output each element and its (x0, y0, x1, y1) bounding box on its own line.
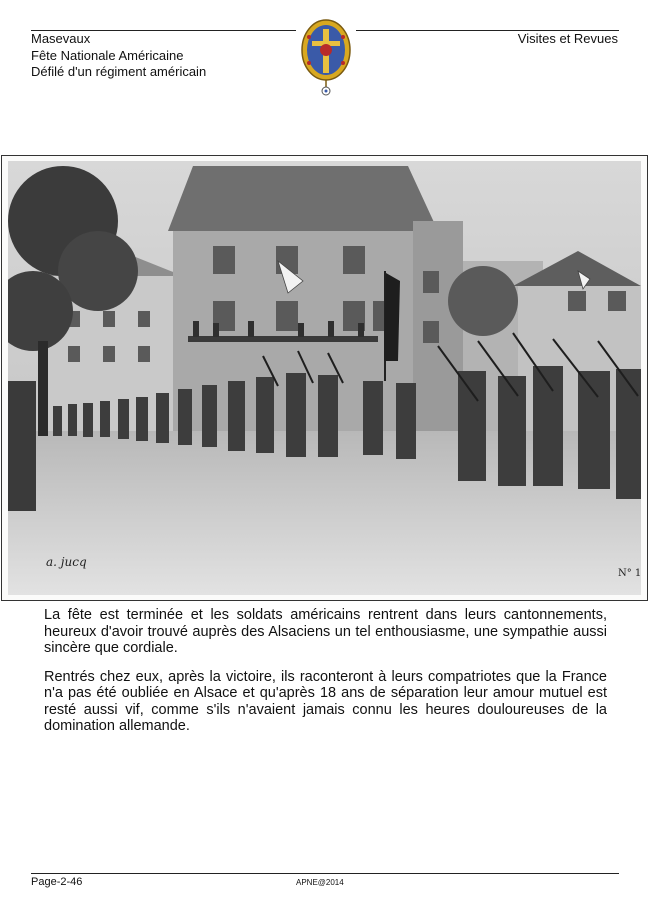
header-left (31, 31, 206, 81)
footer-rule (31, 873, 619, 874)
footer-page-number: Page-2-46 (31, 876, 83, 888)
photo-signature: a. jucq (46, 555, 87, 569)
coat-of-arms-icon (298, 17, 354, 99)
body-paragraph: Rentrés chez eux, après la victoire, ils raconteront à leurs compatriotes que la France n'a pas été oubliée en Alsace et qu'après 18 ans de séparation leur amour mutuel est resté aussi vif, comme s'ils n'avaient jamais connu les heures douloureuses de la domination allemande. (44, 668, 607, 734)
header-event: Fête Nationale Américaine (31, 47, 184, 63)
body-paragraph: La fête est terminée et les soldats américains rentrent dans leurs cantonnements, heureux d'avoir trouvé auprès des Alsaciens un tel enthousiasme, une sympathie aussi sincère que cordiale. (44, 607, 607, 656)
header-location: Masevaux (31, 31, 91, 46)
body-text (44, 607, 607, 747)
footer-copyright: APNE@2014 (296, 878, 344, 887)
photograph-frame (1, 155, 648, 601)
photo-plate-number: N° 1 (618, 568, 641, 579)
parade-photograph (8, 161, 641, 595)
header-caption: Défilé d'un régiment américain (31, 64, 207, 79)
header-section: Visites et Revues (517, 31, 618, 46)
